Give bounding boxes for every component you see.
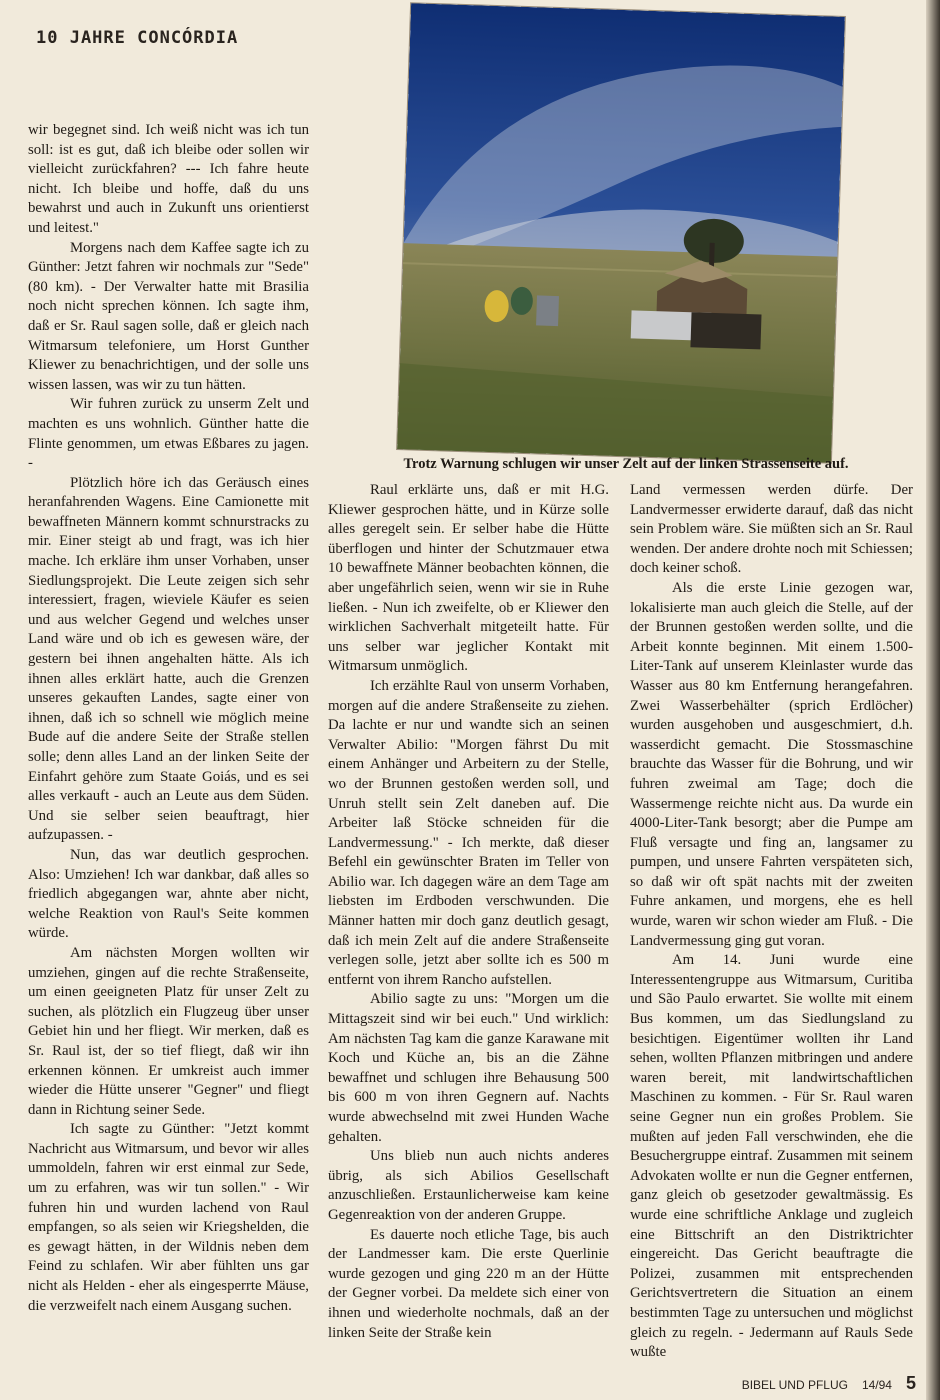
photo-caption: Trotz Warnung schlugen wir unser Zelt auf der linken Strassenseite auf. (403, 456, 849, 472)
paragraph: Es dauerte noch etliche Tage, bis auch der Landmesser kam. Die erste Querlinie wurde gezogen und ging 220 m an der Hütte der Gegner vorbei. Da meldete sich einer von ihnen und wiederholte nochmals, daß an der linken Seite der Straße kein (328, 1226, 609, 1341)
issue-number: 14/94 (861, 1378, 892, 1392)
paragraph: Uns blieb nun auch nichts anderes übrig, als sich Abilios Gesellschaft anzuschließen. Erstaunlicherweise kam keine Gegenreaktion von der anderen Gruppe. (328, 1148, 609, 1223)
running-header: 10 JAHRE CONCÓRDIA (36, 28, 239, 48)
paragraph: Land vermessen werden dürfe. Der Landvermesser erwiderte darauf, daß das nicht sein Problem wäre. Sie müßten sich an Sr. Raul wenden. Der andere drohte noch mit Schiessen; doch keiner schoß. (630, 482, 913, 577)
paragraph: Morgens nach dem Kaffee sagte ich zu Günther: Jetzt fahren wir nochmals zur "Sede" (80 km). - Der Verwalter hatte mit Brasilia noch nicht sprechen können. Ich sagte ihm, daß er Sr. Raul sagen solle, daß er gleich nach Witmarsum telefoniere, um Horst Gunther Kliewer zu benachrichtigen, und der solle uns wissen lassen, was wir zu tun hätten. (28, 239, 309, 393)
paragraph: Abilio sagte zu uns: "Morgen um die Mittagszeit sind wir bei euch." Und wirklich: Am nächsten Tag kam die ganze Karawane mit Koch und Küche an, bis an die Zähne bewaffnet und schlugen ihre Behausung 500 bis 600 m von ihren Gegnern auf. Nachts wurde abwechselnd mit zwei Hunden Wache gehalten. (328, 991, 609, 1145)
paragraph: Als die erste Linie gezogen war, lokalisierte man auch gleich die Stelle, auf der der Brunnen gestoßen werden sollte, und die Arbeit konnte beginnen. Mit einem 1.500-Liter-Tank auf unserem Kleinlaster wurde das Wasser aus 80 km Entfernung herangefahren. Zwei Wasserbehälter (sprich Erdlöcher) wurden ausgehoben und ausgeschmiert, d.h. wasserdicht gemacht. Die Stossmaschine brauchte das Wasser für die Bohrung, und wir fuhren zweimal am Tage; doch die Wassermenge reichte nicht aus. Da wurde ein 4000-Liter-Tank besorgt; aber die Pumpe am Fluß versagte und fing an, langsamer zu pumpen, und unsere Fahrten verspäteten sich, so daß wir oft spät nachts mit der zweiten Fuhre ankamen, und morgens, ehe es hell wurde, waren wir schon wieder am Fluß. - Die Landvermessung ging gut voran. (630, 579, 913, 949)
paragraph: Am 14. Juni wurde eine Interessentengruppe aus Witmarsum, Curitiba und São Paulo erwartet. Sie wollte mit einem Bus kommen, um das Siedlungsland zu besichtigen. Eigentümer wollten ihr Land sehen, wollten Pflanzen mitbringen und andere waren bereit, mit landwirtschaftlichen Maschinen zu kommen. - Für Sr. Raul waren seine Gegner nun ein großes Problem. Sie mußten auf jeden Fall verschwinden, ehe die Besuchergruppe eintraf. Zusammen mit seinem Advokaten wollte er nun die Gegner entfernen, ganz gleich ob gesetzoder gewaltmässig. Es wurde eine schriftliche Anklage und zugleich eine Bittschrift an den Distriktrichter eingereicht. Das Gericht beauftragte die Polizei, zusammen mit entsprechenden Gerichtsvertretern die Situation an einem bestimmten Tage zu untersuchen und möglichst gleich zu regeln. - Jedermann auf Rauls Sede wußte (630, 952, 913, 1361)
paragraph: Ich erzählte Raul von unserm Vorhaben, morgen auf die andere Straßenseite zu ziehen. Da lachte er nur und wandte sich an seinen Verwalter Abilio: "Morgen fährst Du mit einem Anhänger und Arbeitern zu der Stelle, wo der Brunnen gestoßen werden soll, und Unruh stellt sein Zelt daneben auf. Die Arbeiter laß Stöcke schneiden für die Landvermessung." - Ich merkte, daß dieser Befehl ein gewünschter Braten im Teller von Abilio war. Ich dagegen wäre an dem Tage am liebsten im Erdboden verschwunden. Die Männer hatten mir doch ganz deutlich gesagt, daß ich mein Zelt auf die andere Straßenseite verlegen solle, jetzt aber sollte ich es 500 m entfernt von ihrem Rancho aufstellen. (328, 677, 609, 988)
paragraph: Ich sagte zu Günther: "Jetzt kommt Nachricht aus Witmarsum, und bevor wir alles ummoldeln, fahren wir erst einmal zur Sede, um zu erfahren, was wir tun sollen." - Wir fuhren hin und wurden lachend von Raul empfangen, so als seien wir Kriegshelden, die es gewagt hätten, in der Wildnis neben dem Feind zu schlafen. Wir aber fühlten uns gar nicht als Helden - eher als eingesperrte Mäuse, die verzweifelt nach einem Ausgang suchen. (28, 1121, 309, 1314)
magazine-name: BIBEL UND PFLUG (741, 1378, 848, 1392)
campsite-photo (397, 3, 845, 462)
paragraph: Am nächsten Morgen wollten wir umziehen, gingen auf die rechte Straßenseite, um einen geeigneten Platz für unser Zelt zu suchen, als plötzlich ein Flugzeug über unser Gebiet hin und her fliegt. Wir merken, daß es Sr. Raul ist, der so tief fliegt, daß wir ihn erkennen können. Er umkreist auch immer wieder die Hütte unserer "Gegner" und fliegt dann in Richtung seiner Sede. (28, 944, 309, 1118)
paragraph: Plötzlich höre ich das Geräusch eines heranfahrenden Wagens. Eine Camionette mit bewaffneten Männern kommt schnurstracks zu mir. Einer steigt ab und fragt, was ich hier mache. Ich erkläre ihm unser Vorhaben, unser Siedlungsprojekt. Die Leute zeigen sich sehr interessiert, fragen, wieviele Käufer es seien und aus welcher Gegend und welches unser Land wäre und ob ich es gewesen wäre, der gestern bei ihnen angehalten hätte. Als ich ihnen alles erklärt hatte, auch die Grenzen unseres gekauften Landes, sagte einer von ihnen, daß ich so schnell wie möglich meine Bude auf die andere Seite der Straße stellen solle; denn alles Land an der linken Seite der Einfahrt gehöre zum Staate Goiás, und es sei alles verkauft - auch an Leute aus dem Süden. Und sie selber seien beauftragt, hier aufzupassen. - (28, 474, 309, 844)
text-column-2 (328, 481, 609, 1343)
page-footer (742, 1373, 916, 1394)
paragraph: Nun, das war deutlich gesprochen. Also: Umziehen! Ich war dankbar, daß alles so friedlich abgegangen war, ahnte aber nicht, welche Reaktion von Raul's Seite kommen würde. (28, 846, 309, 942)
paragraph: Wir fuhren zurück zu unserm Zelt und machten es uns wohnlich. Günther hatte die Flinte genommen, um etwas Eßbares zu jagen. - (28, 396, 309, 472)
text-column-3 (630, 481, 913, 1363)
paragraph: wir begegnet sind. Ich weiß nicht was ich tun soll: ist es gut, daß ich bleibe oder sollen wir vielleicht zurückfahren? --- Ich fahre heute nicht. Ich bleibe und hoffe, daß du uns bewahrst und auch in Zukunft uns orientierst und leitest." (28, 122, 309, 236)
page-number: 5 (905, 1373, 916, 1393)
paragraph: Raul erklärte uns, daß er mit H.G. Kliewer gesprochen hätte, und in Kürze solle alles geregelt sein. Er selber habe die Hütte überflogen und hinter der Schutzmauer etwa 10 bewaffnete Männer beobachten können, die aber ungefährlich seien, wenn wir sie in Ruhe ließen. - Nun ich zweifelte, ob er Kliewer den wirklichen Sachverhalt mitgeteilt hatte. Für uns selber war jeglicher Kontakt mit Witmarsum unmöglich. (328, 482, 609, 675)
page-edge-shadow (926, 0, 940, 1400)
text-column-1 (28, 121, 309, 1316)
